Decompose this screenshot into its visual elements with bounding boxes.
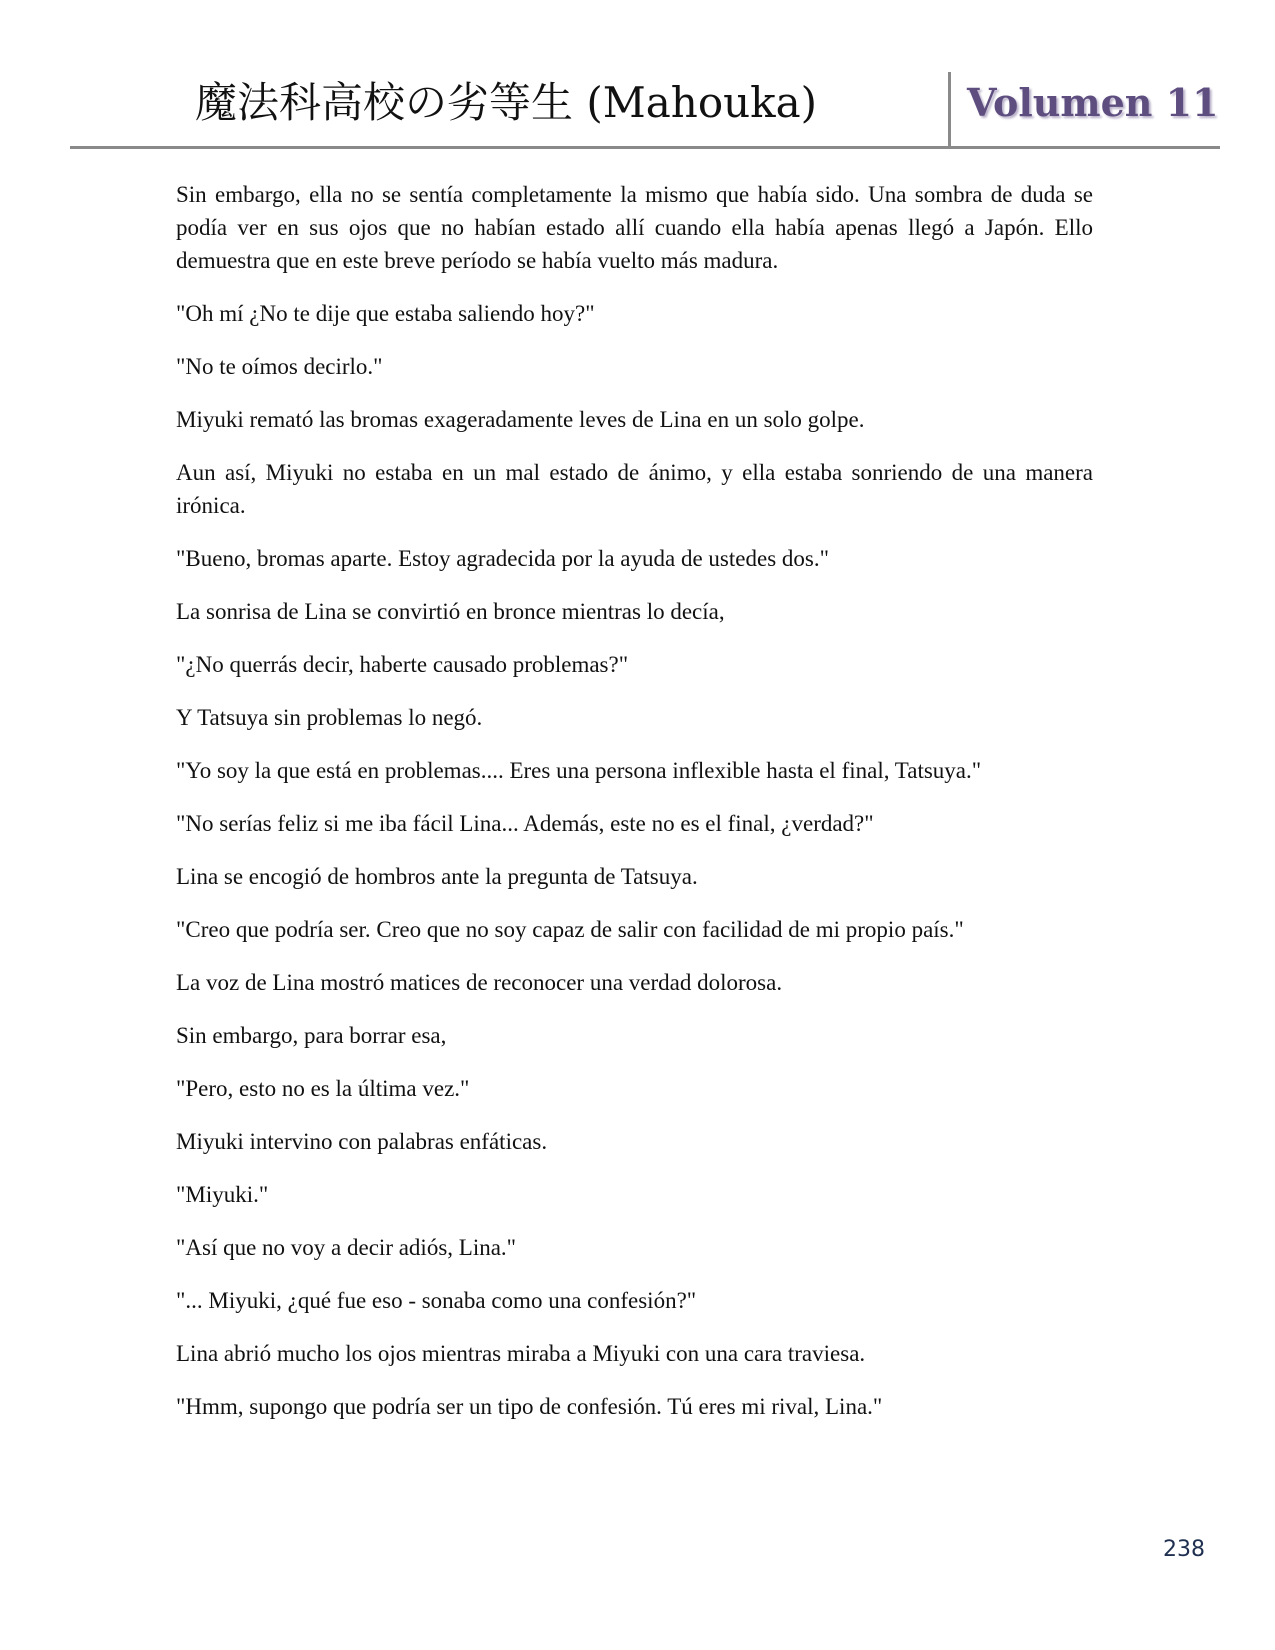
book-title: 魔法科高校の劣等生 (Mahouka)	[195, 78, 818, 127]
page-body	[176, 178, 1093, 1443]
paragraph: "Yo soy la que está en problemas.... Eres una persona inflexible hasta el final, Tatsuya."	[176, 758, 982, 783]
paragraph: "Miyuki."	[176, 1182, 269, 1207]
paragraph: Miyuki intervino con palabras enfáticas.	[176, 1129, 548, 1154]
paragraph: Sin embargo, para borrar esa,	[176, 1023, 447, 1048]
paragraph: "Hmm, supongo que podría ser un tipo de confesión. Tú eres mi rival, Lina."	[176, 1394, 883, 1419]
volume-label: Volumen 11	[967, 80, 1219, 125]
paragraph: La sonrisa de Lina se convirtió en bronce mientras lo decía,	[176, 599, 725, 624]
page-header	[70, 70, 1220, 150]
paragraph: "¿No querrás decir, haberte causado problemas?"	[176, 652, 629, 677]
paragraph: La voz de Lina mostró matices de reconocer una verdad dolorosa.	[176, 970, 783, 995]
paragraph: "Creo que podría ser. Creo que no soy capaz de salir con facilidad de mi propio país."	[176, 917, 964, 942]
paragraph: "... Miyuki, ¿qué fue eso - sonaba como una confesión?"	[176, 1288, 697, 1313]
header-rule	[70, 146, 1220, 149]
paragraph: Miyuki remató las bromas exageradamente leves de Lina en un solo golpe.	[176, 407, 865, 432]
paragraph: "No te oímos decirlo."	[176, 354, 383, 379]
paragraph: "Así que no voy a decir adiós, Lina."	[176, 1235, 517, 1260]
paragraph: "Oh mí ¿No te dije que estaba saliendo hoy?"	[176, 301, 595, 326]
paragraph: "Pero, esto no es la última vez."	[176, 1076, 470, 1101]
paragraph: Sin embargo, ella no se sentía completamente la mismo que había sido. Una sombra de duda se podía ver en sus ojos que no habían estado allí cuando ella había apenas llegó a Japón. Ello demuestra que en este breve período se había vuelto más madura.	[176, 182, 1093, 273]
page-number: 238	[1163, 1537, 1205, 1562]
paragraph: Lina se encogió de hombros ante la pregunta de Tatsuya.	[176, 864, 698, 889]
header-separator	[948, 72, 951, 146]
paragraph: "No serías feliz si me iba fácil Lina... Además, este no es el final, ¿verdad?"	[176, 811, 874, 836]
paragraph: Lina abrió mucho los ojos mientras miraba a Miyuki con una cara traviesa.	[176, 1341, 866, 1366]
paragraph: Y Tatsuya sin problemas lo negó.	[176, 705, 483, 730]
paragraph: "Bueno, bromas aparte. Estoy agradecida por la ayuda de ustedes dos."	[176, 546, 829, 571]
paragraph: Aun así, Miyuki no estaba en un mal estado de ánimo, y ella estaba sonriendo de una manera irónica.	[176, 460, 1093, 518]
